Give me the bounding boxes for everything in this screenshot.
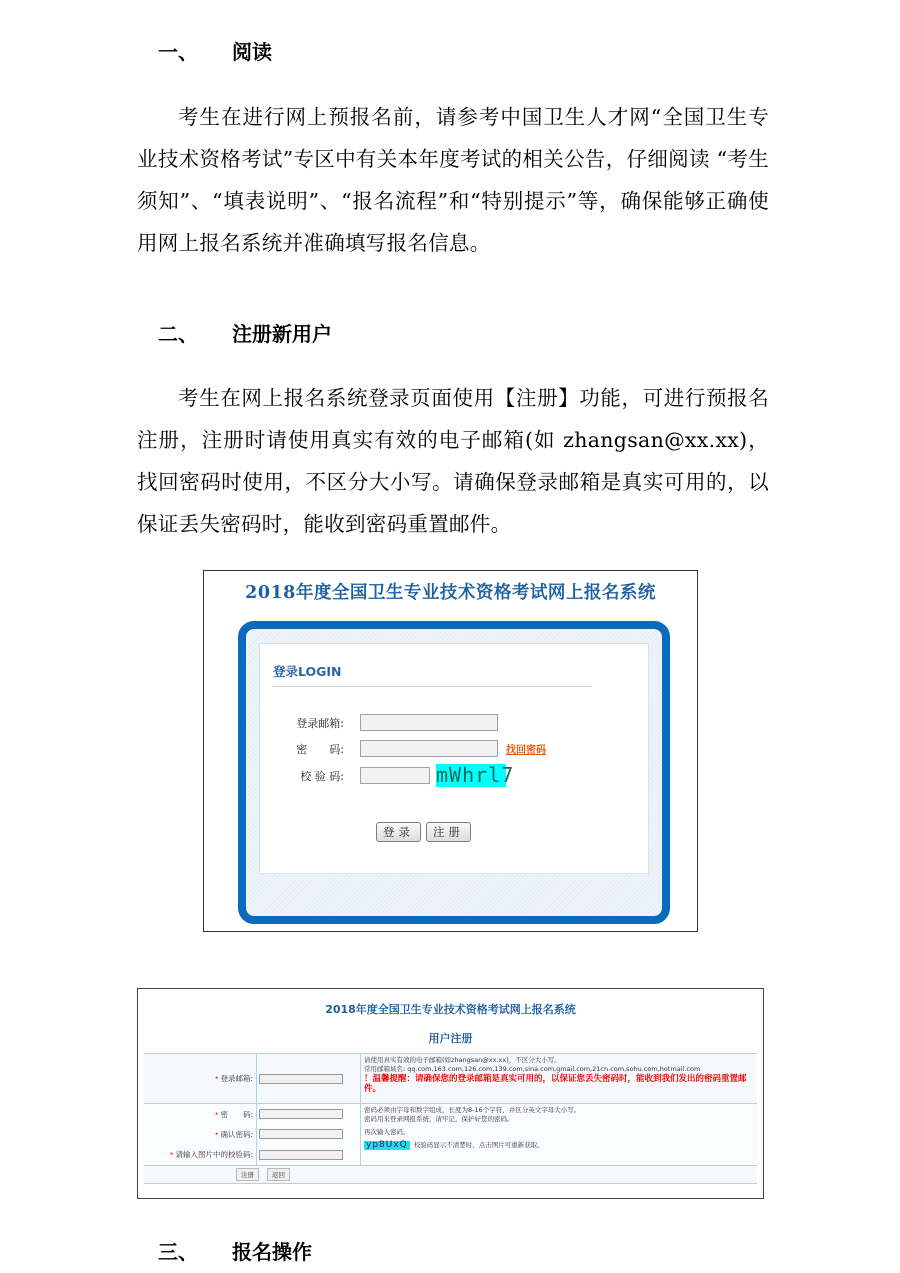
captcha-image[interactable]: yp8UxQ	[366, 1140, 408, 1150]
login-button[interactable]: 登录	[376, 822, 421, 842]
register-button[interactable]: 注册	[426, 822, 471, 842]
system-title: 2018年度全国卫生专业技术资格考试网上报名系统	[325, 1003, 576, 1016]
section-heading-1	[158, 36, 272, 65]
email-hint: 请使用真实有效的电子邮箱(如zhangsan@xx.xx)，不区分大小写。	[364, 1056, 561, 1064]
password-hint-2: 密码用来登录网报系统，请牢记，保护好您的密码。	[364, 1115, 514, 1123]
section-title: 报名操作	[232, 1240, 312, 1264]
captcha-field[interactable]	[259, 1150, 343, 1160]
register-form	[144, 1053, 757, 1184]
required-mark: *	[214, 1075, 219, 1083]
login-panel	[259, 643, 649, 874]
divider	[273, 686, 591, 687]
email-warning: ！温馨提醒：请确保您的登录邮箱是真实可用的，以保证您丢失密码时，能收到我们发出的密码重置邮件。	[364, 1074, 747, 1094]
password-hint: 密码必须由字母和数字组成，长度为8-16个字符，并区分英文字母大小写。	[364, 1106, 581, 1114]
register-button[interactable]: 注册	[236, 1168, 259, 1181]
system-title: 2018年度全国卫生专业技术资格考试网上报名系统	[245, 583, 656, 603]
password-field[interactable]	[259, 1109, 343, 1119]
section-paragraph-1: 考生在进行网上预报名前，请参考中国卫生人才网“全国卫生专业技术资格考试”专区中有关本年度考试的相关公告，仔细阅读 “考生须知”、“填表说明”、“报名流程”和“特别提示”等，确保能够正确使用网上报名系统并准确填写报名信息。	[137, 105, 769, 255]
captcha-row	[260, 763, 515, 787]
confirm-password-field[interactable]	[259, 1129, 343, 1139]
register-actions	[144, 1166, 757, 1184]
section-number: 三、	[158, 1240, 198, 1264]
section-paragraph-2: 考生在网上报名系统登录页面使用【注册】功能，可进行预报名注册，注册时请使用真实有效的电子邮箱(如 zhangsan@xx.xx)，找回密码时使用，不区分大小写。请确保登录邮箱是真实可用的，以保证丢失密码时，能收到密码重置邮件。	[137, 386, 769, 536]
password-field[interactable]	[360, 740, 498, 757]
login-actions	[376, 822, 471, 842]
password-label: 密 码:	[296, 742, 344, 756]
password-label: * 密 码:	[214, 1109, 253, 1119]
captcha-label: 校 验 码:	[300, 769, 344, 783]
email-field[interactable]	[259, 1074, 343, 1084]
captcha-label: * 请输入图片中的校验码:	[169, 1150, 253, 1160]
section-title: 注册新用户	[232, 322, 332, 346]
email-hints	[361, 1054, 757, 1103]
section-number: 一、	[158, 40, 198, 64]
section-title: 阅读	[232, 40, 272, 64]
forgot-password-link[interactable]: 找回密码	[506, 745, 546, 756]
confirm-password-label: * 确认密码:	[214, 1129, 253, 1139]
register-page-screenshot	[137, 988, 764, 1199]
email-domain-hint: 常用邮箱域名: qq.com,163.com,126.com,139.com,sina.com,gmail.com,21cn.com,sohu.com,hotmail.com	[364, 1065, 701, 1073]
login-frame	[238, 621, 670, 924]
email-row	[144, 1054, 757, 1104]
section-number: 二、	[158, 322, 198, 346]
section-heading-2	[158, 318, 332, 347]
email-label: * 登录邮箱:	[214, 1074, 253, 1083]
captcha-hint: 校验码显示不清楚时，点击图片可重新获取。	[413, 1141, 544, 1149]
captcha-field[interactable]	[360, 767, 430, 784]
register-subtitle: 用户注册	[428, 1032, 473, 1045]
back-button[interactable]: 返回	[267, 1168, 290, 1181]
email-label: 登录邮箱:	[296, 716, 344, 730]
email-row	[260, 714, 498, 731]
login-subtitle: 登录LOGIN	[273, 664, 342, 679]
captcha-image[interactable]: mWhrl7	[436, 763, 515, 787]
email-field[interactable]	[360, 714, 498, 731]
password-group	[144, 1104, 757, 1166]
password-row	[260, 740, 546, 757]
login-page-screenshot	[203, 570, 698, 932]
confirm-hint: 再次输入密码。	[364, 1128, 410, 1136]
section-heading-3	[158, 1236, 312, 1265]
